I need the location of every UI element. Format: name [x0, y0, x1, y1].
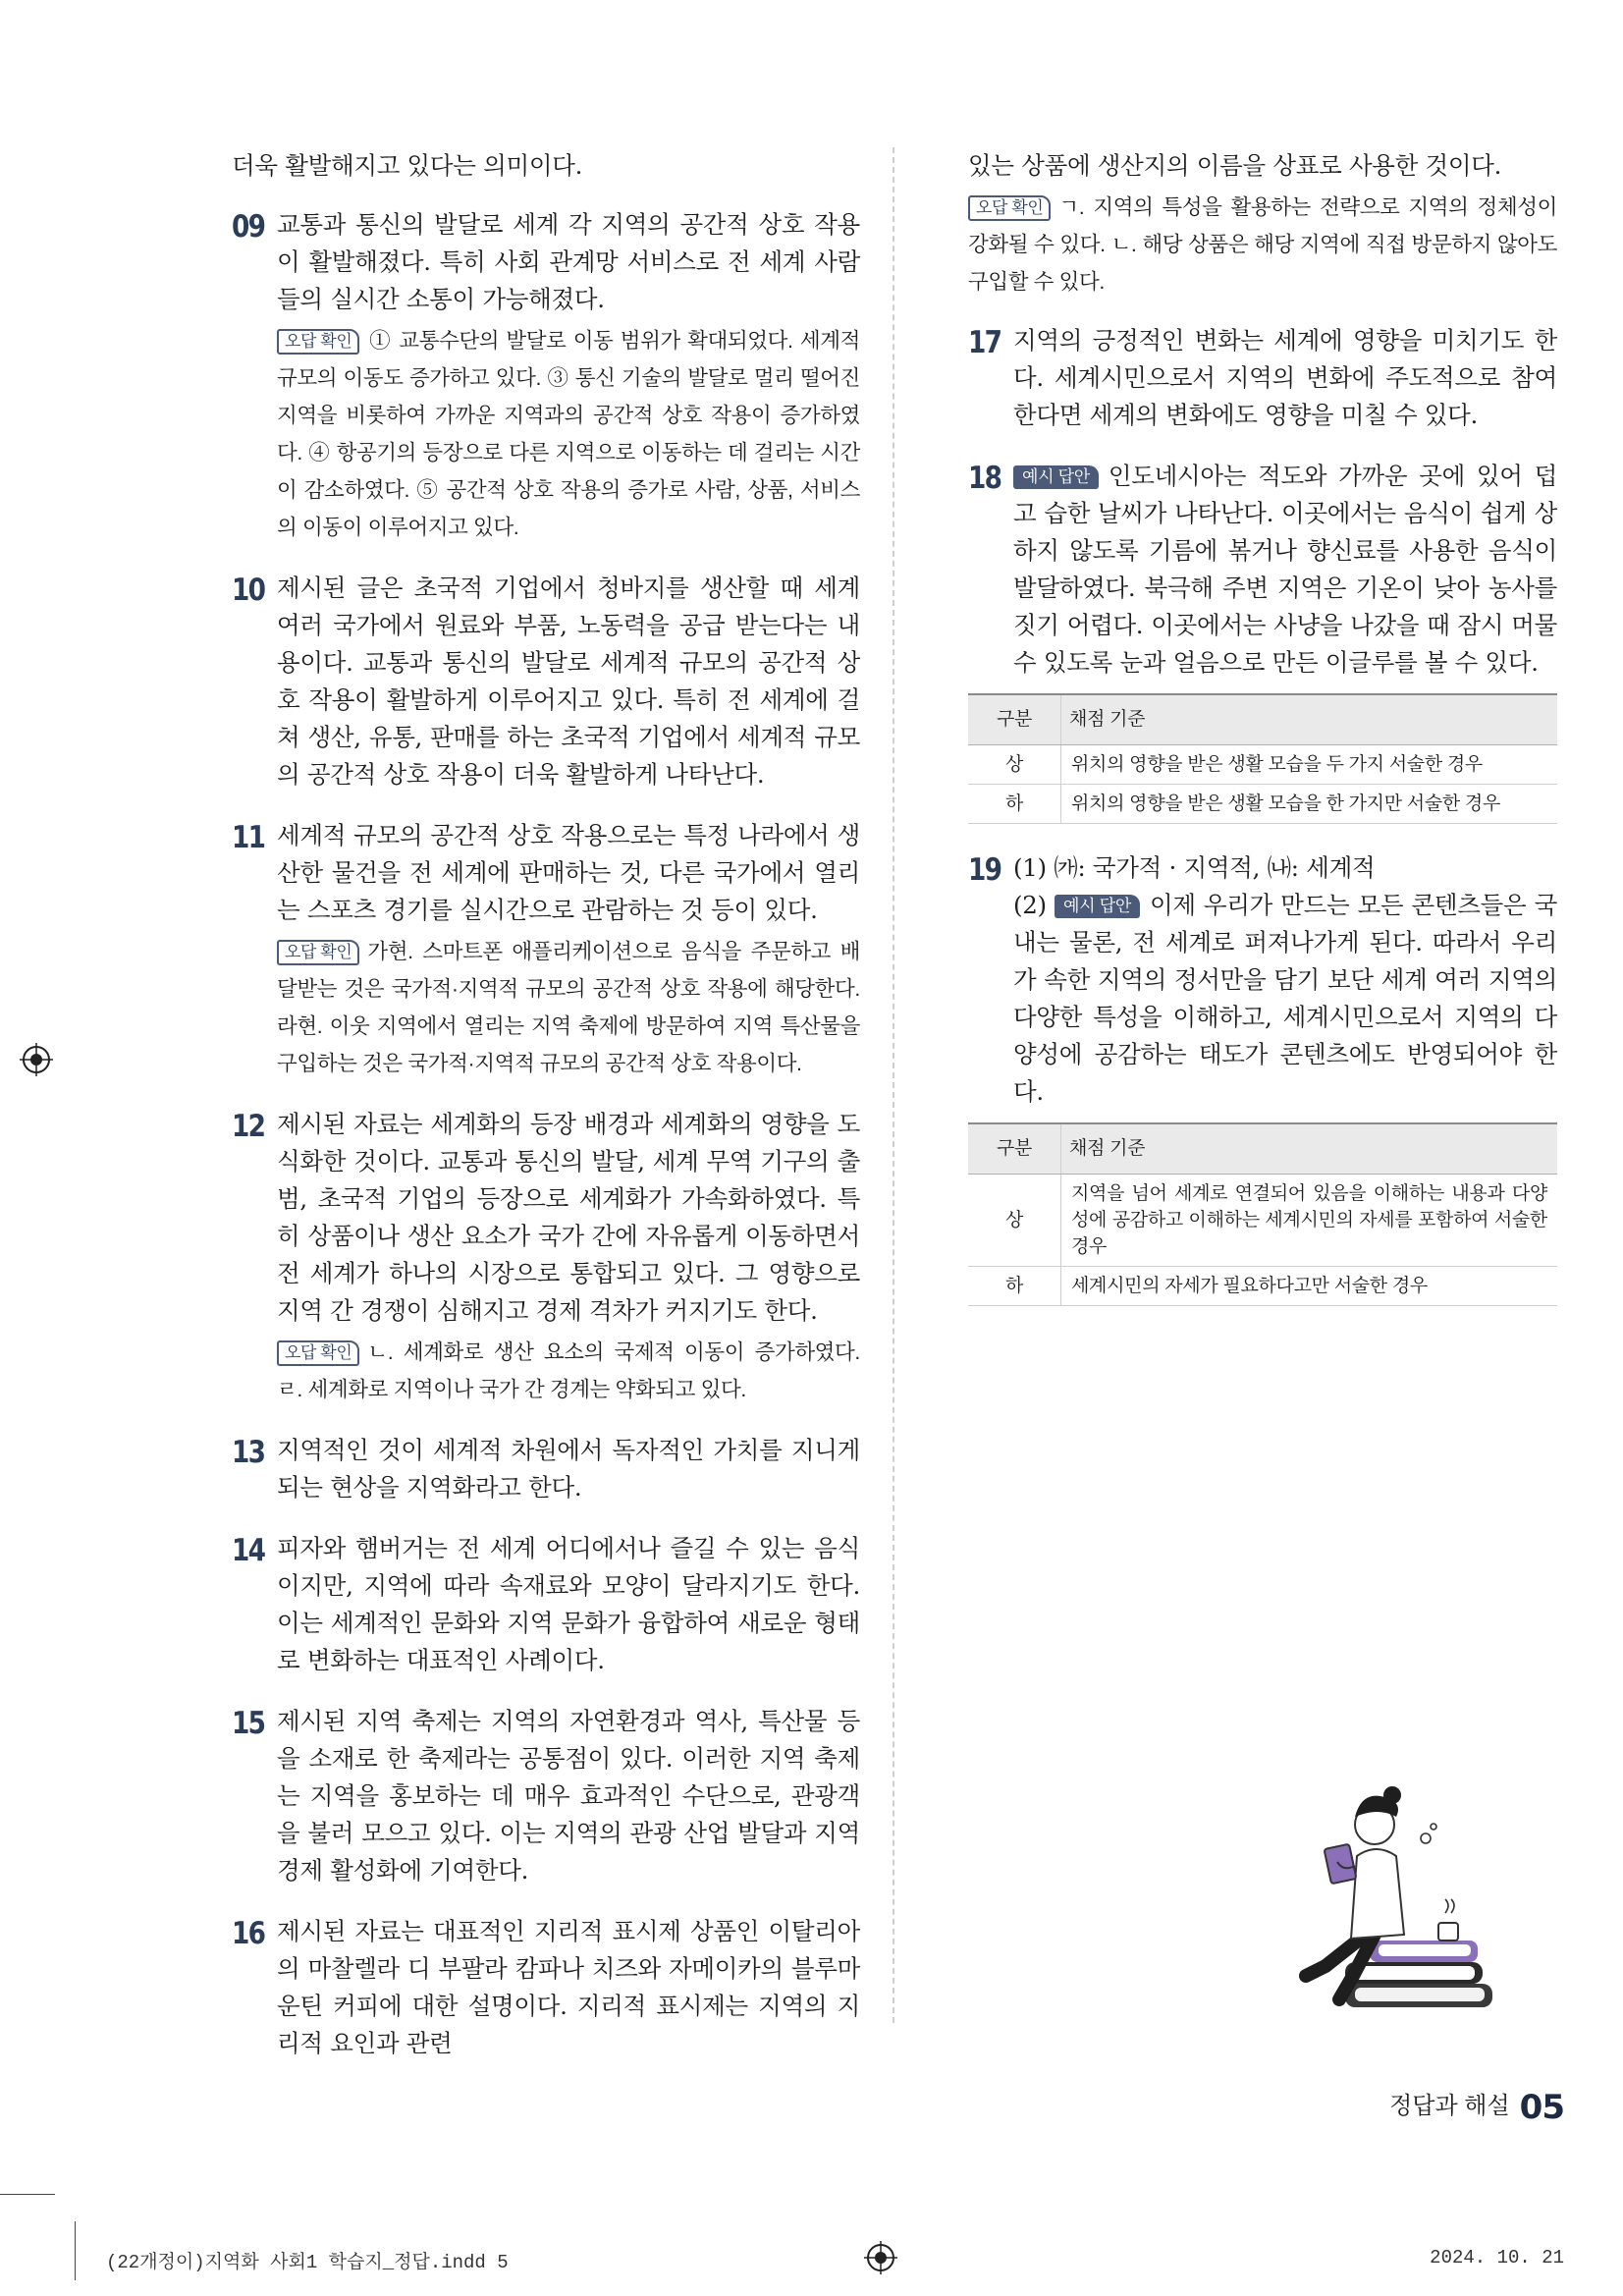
part-2-label: (2) [1013, 891, 1047, 919]
print-slug-date: 2024. 10. 21 [1430, 2247, 1564, 2269]
table-cell-criterion: 세계시민의 자세가 필요하다고만 서술한 경우 [1061, 1267, 1558, 1306]
wrong-answer-tag: 오답 확인 [277, 940, 359, 965]
item-number: 15 [232, 1706, 265, 1741]
answer-item-19 [968, 849, 1557, 1111]
example-answer-text: 인도네시아는 적도와 가까운 곳에 있어 덥고 습한 날씨가 나타난다. 이곳에서는 음식이 쉽게 상하지 않도록 기름에 볶거나 향신료를 사용한 음식이 발달하였다. 북극해 주변 지역은 기온이 낮아 농사를 짓기 어렵다. 이곳에서는 사냥을 나갔을 때 잠시 머물 수 있도록 눈과 얼음으로 만든 이글루를 볼 수 있다. [1013, 462, 1557, 677]
table-cell-criterion: 위치의 영향을 받은 생활 모습을 두 가지 서술한 경우 [1061, 745, 1558, 785]
item-number: 10 [232, 573, 265, 608]
table-row [968, 745, 1557, 785]
item-text: 제시된 자료는 대표적인 지리적 표시제 상품인 이탈리아의 마찰렐라 디 부팔라 캄파나 치즈와 자메이카의 블루마운틴 커피에 대한 설명이다. 지리적 표시제는 지역의 지리적 요인과 관련 [277, 1917, 860, 2057]
item-number: 13 [232, 1435, 265, 1470]
item-number: 19 [968, 852, 1001, 888]
answer-item-14 [232, 1530, 860, 1679]
table-header-criterion: 채점 기준 [1061, 694, 1558, 745]
item-text: 지역의 긍정적인 변화는 세계에 영향을 미치기도 한다. 세계시민으로서 지역의 변화에 주도적으로 참여한다면 세계의 변화에도 영향을 미칠 수 있다. [1013, 326, 1557, 429]
page-footer [1389, 2086, 1564, 2127]
item-number: 17 [968, 325, 1001, 360]
table-row [968, 785, 1557, 824]
item-number: 18 [968, 461, 1001, 496]
answer-item-09 [232, 206, 860, 546]
print-slug-filename: (22개정이)지역화 사회1 학습지_정답.indd 5 [106, 2252, 509, 2273]
registration-mark-icon [864, 2241, 897, 2274]
wrong-answer-tag: 오답 확인 [277, 1340, 359, 1366]
table-cell-criterion: 지역을 넘어 세계로 연결되어 있음을 이해하는 내용과 다양성에 공감하고 이해하는 세계시민의 자세를 포함하여 서술한 경우 [1061, 1175, 1558, 1267]
table-header-grade: 구분 [968, 694, 1061, 745]
item-part-2 [1013, 887, 1557, 1111]
note-text: 가현. 스마트폰 애플리케이션으로 음식을 주문하고 배달받는 것은 국가적·지역적 규모의 공간적 상호 작용에 해당한다. 라현. 이웃 지역에서 열리는 지역 축제에 방문하여 지역 특산물을 구입하는 것은 국가적·지역적 규모의 공간적 상호 작용이다. [277, 940, 860, 1075]
registration-mark-icon [20, 1043, 53, 1076]
item-text: 세계적 규모의 공간적 상호 작용으로는 특정 나라에서 생산한 물건을 전 세계에 판매하는 것, 다른 국가에서 열리는 스포츠 경기를 실시간으로 관람하는 것 등이 있다. [277, 821, 860, 924]
wrong-answer-note [277, 933, 860, 1082]
table-header-grade: 구분 [968, 1123, 1061, 1175]
example-answer-tag: 예시 답안 [1055, 895, 1140, 918]
item-text: 교통과 통신의 발달로 세계 각 지역의 공간적 상호 작용이 활발해졌다. 특히 사회 관계망 서비스로 전 세계 사람들의 실시간 소통이 가능해졌다. [277, 210, 860, 313]
table-cell-grade: 하 [968, 785, 1061, 824]
answer-item-17 [968, 322, 1557, 434]
answer-item-12 [232, 1106, 860, 1408]
table-cell-grade: 상 [968, 1175, 1061, 1267]
table-header-criterion: 채점 기준 [1061, 1123, 1558, 1175]
item-text: 지역적인 것이 세계적 차원에서 독자적인 가치를 지니게 되는 현상을 지역화라고 한다. [277, 1436, 860, 1502]
example-answer-tag: 예시 답안 [1013, 465, 1099, 489]
item-text: 제시된 지역 축제는 지역의 자연환경과 역사, 특산물 등을 소재로 한 축제라는 공통점이 있다. 이러한 지역 축제는 지역을 홍보하는 데 매우 효과적인 수단으로, 관광객을 불러 모으고 있다. 이는 지역의 관광 산업 발달과 지역 경제 활성화에 기여한다. [277, 1707, 860, 1885]
table-cell-grade: 상 [968, 745, 1061, 785]
wrong-answer-tag: 오답 확인 [968, 195, 1051, 221]
wrong-answer-note [277, 1334, 860, 1408]
answer-item-16 [232, 1913, 860, 2062]
wrong-answer-tag: 오답 확인 [277, 329, 359, 355]
table-row [968, 1267, 1557, 1306]
left-column [232, 147, 860, 2086]
answer-item-10 [232, 570, 860, 793]
scoring-table-19 [968, 1122, 1557, 1306]
item-number: 12 [232, 1109, 265, 1144]
continuation-text: 있는 상품에 생산지의 이름을 상표로 사용한 것이다. [968, 151, 1502, 180]
item-number: 14 [232, 1533, 265, 1568]
scoring-table-18 [968, 693, 1557, 824]
reading-girl-illustration [1276, 1748, 1502, 2023]
item-text: 피자와 햄버거는 전 세계 어디에서나 즐길 수 있는 음식이지만, 지역에 따라 속재료와 모양이 달라지기도 한다. 이는 세계적인 문화와 지역 문화가 융합하여 새로운 형태로 변화하는 대표적인 사례이다. [277, 1534, 860, 1674]
column-divider [893, 147, 894, 2023]
table-cell-grade: 하 [968, 1267, 1061, 1306]
trim-mark [0, 2194, 55, 2195]
item-number: 16 [232, 1916, 265, 1951]
answer-item-15 [232, 1703, 860, 1889]
item-part-1: (1) ㈎: 국가적 · 지역적, ㈏: 세계적 [1013, 853, 1376, 882]
table-row [968, 1175, 1557, 1267]
wrong-answer-note [968, 189, 1557, 301]
answer-item-13 [232, 1432, 860, 1506]
example-answer-text: 이제 우리가 만드는 모든 콘텐츠들은 국내는 물론, 전 세계로 퍼져나가게 된다. 따라서 우리가 속한 지역의 정서만을 담기 보단 세계 여러 지역의 다양한 특성을 이해하고, 세계시민으로서 지역의 다양성에 공감하는 태도가 콘텐츠에도 반영되어야 한다. [1013, 891, 1557, 1106]
note-text: ① 교통수단의 발달로 이동 범위가 확대되었다. 세계적 규모의 이동도 증가하고 있다. ③ 통신 기술의 발달로 멀리 떨어진 지역을 비롯하여 가까운 지역과의 공간적 상호 작용이 증가하였다. ④ 항공기의 등장으로 다른 지역으로 이동하는 데 걸리는 시간이 감소하였다. ⑤ 공간적 상호 작용의 증가로 사람, 상품, 서비스의 이동이 이루어지고 있다. [277, 329, 860, 539]
note-text: ㄱ. 지역의 특성을 활용하는 전략으로 지역의 정체성이 강화될 수 있다. ㄴ. 해당 상품은 해당 지역에 직접 방문하지 않아도 구입할 수 있다. [968, 195, 1557, 294]
item-text: 제시된 자료는 세계화의 등장 배경과 세계화의 영향을 도식화한 것이다. 교통과 통신의 발달, 세계 무역 기구의 출범, 초국적 기업의 등장으로 세계화가 가속화하였다. 특히 상품이나 생산 요소가 국가 간에 자유롭게 이동하면서 전 세계가 하나의 시장으로 통합되고 있다. 그 영향으로 지역 간 경쟁이 심해지고 경제 격차가 커지기도 한다. [277, 1110, 860, 1325]
trim-mark [75, 2221, 76, 2280]
table-cell-criterion: 위치의 영향을 받은 생활 모습을 한 가지만 서술한 경우 [1061, 785, 1558, 824]
right-column [968, 147, 1557, 1332]
item-number: 11 [232, 820, 265, 855]
page-number: 05 [1519, 2088, 1564, 2127]
answer-item-18 [968, 458, 1557, 682]
item-text: 제시된 글은 초국적 기업에서 청바지를 생산할 때 세계 여러 국가에서 원료와 부품, 노동력을 공급 받는다는 내용이다. 교통과 통신의 발달로 세계적 규모의 공간적 상호 작용이 활발하게 이루어지고 있다. 특히 전 세계에 걸쳐 생산, 유통, 판매를 하는 초국적 기업에서 세계적 규모의 공간적 상호 작용이 더욱 활발하게 나타난다. [277, 574, 860, 789]
item-number: 09 [232, 209, 265, 245]
item-text [1013, 458, 1557, 682]
section-label: 정답과 해설 [1389, 2093, 1510, 2119]
answer-item-11 [232, 817, 860, 1082]
wrong-answer-note [277, 322, 860, 546]
continuation-text: 더욱 활발해지고 있다는 의미이다. [232, 151, 583, 180]
note-text: ㄴ. 세계화로 생산 요소의 국제적 이동이 증가하였다. ㄹ. 세계화로 지역이나 국가 간 경계는 약화되고 있다. [277, 1340, 860, 1401]
